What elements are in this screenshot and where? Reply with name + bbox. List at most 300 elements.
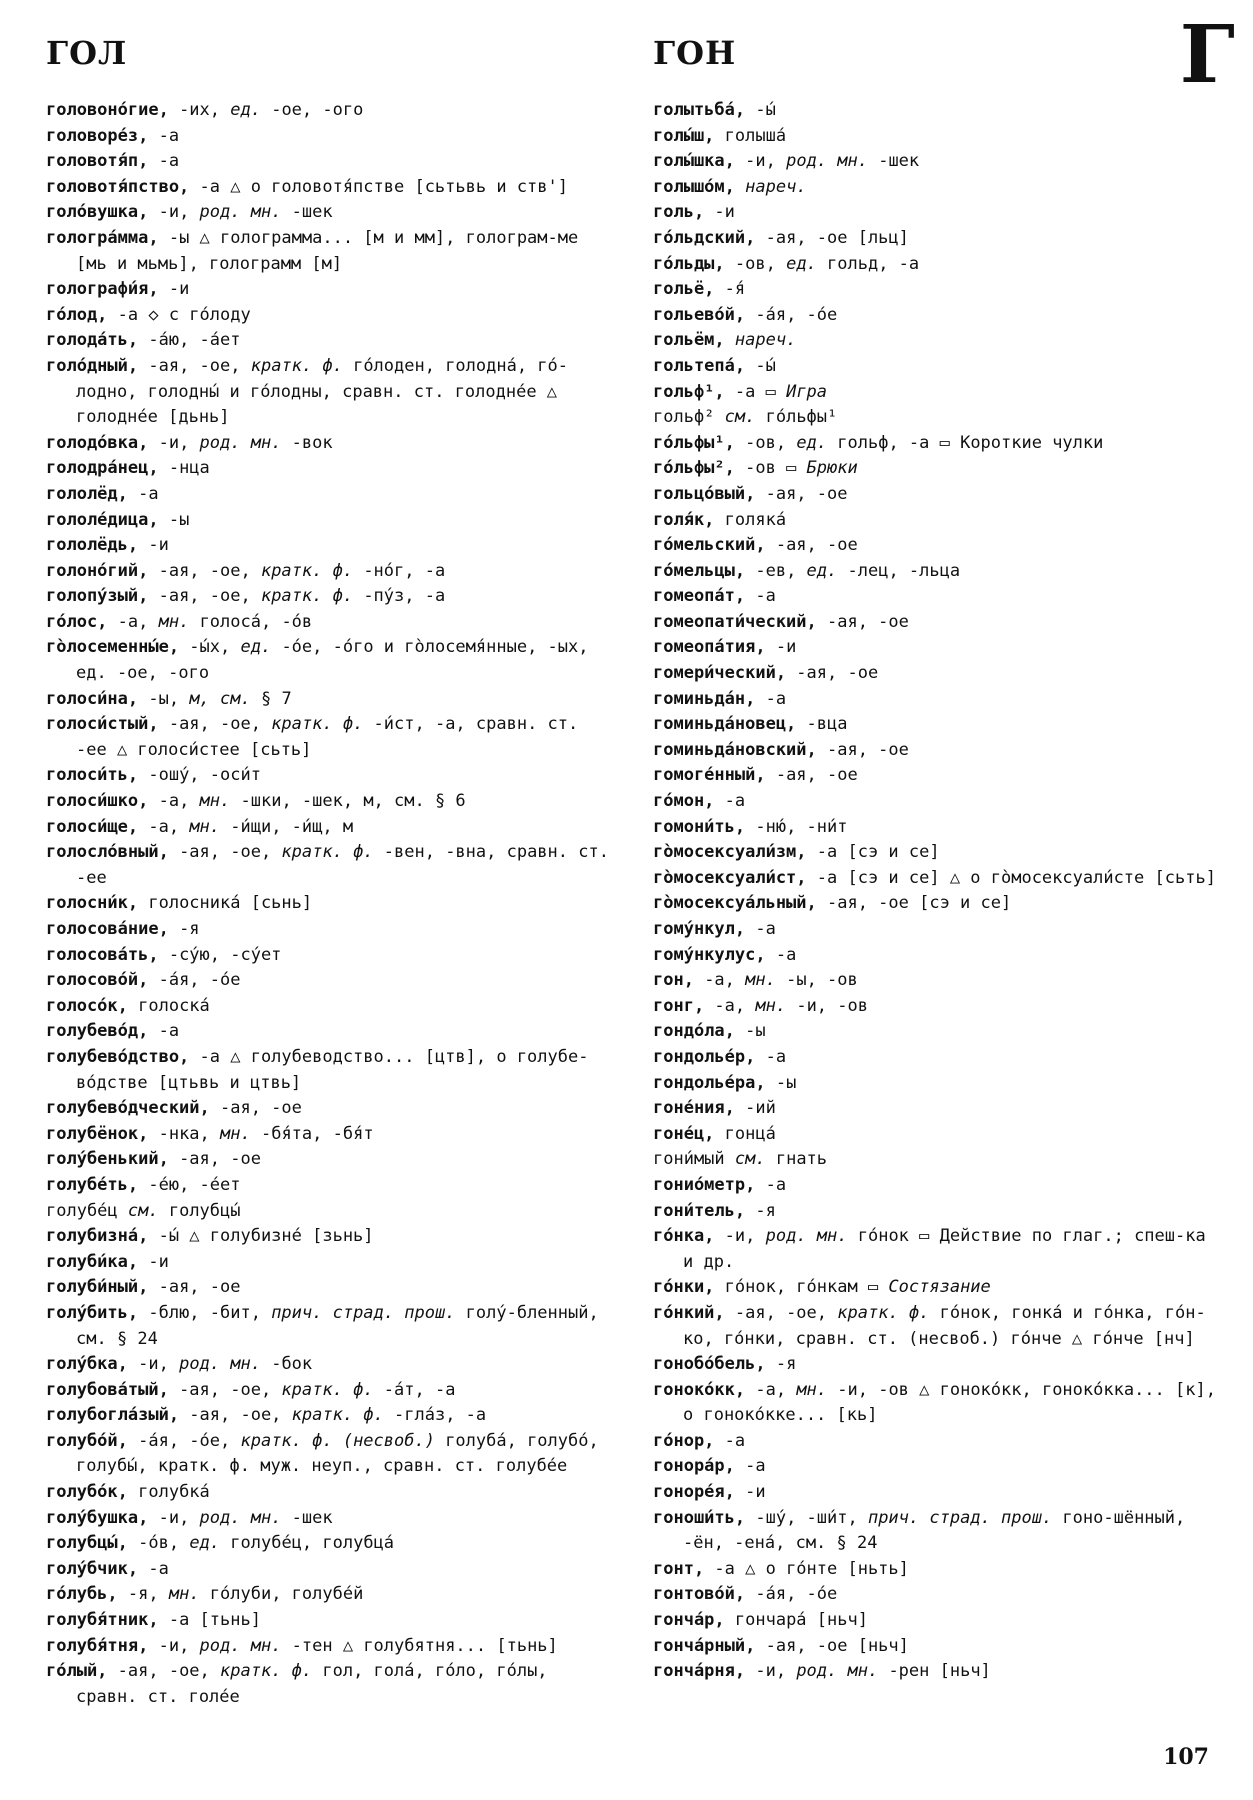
entry-headword: голосова́ть,	[46, 944, 159, 965]
dictionary-entry	[653, 98, 1221, 124]
entry-headword: гологра́мма,	[46, 227, 159, 248]
entry-headword: головоно́гие,	[46, 100, 169, 120]
entry-headword: голышо́м,	[653, 176, 735, 197]
dictionary-entry	[653, 559, 1221, 585]
dictionary-entry	[653, 1454, 1221, 1480]
entry-headword: гольево́й,	[653, 304, 746, 325]
dictionary-entry	[46, 456, 614, 482]
entry-text: -вца	[796, 714, 848, 735]
entry-text: -ая, -ое	[168, 1149, 261, 1170]
entry-text: -ая, -ое,	[179, 1405, 292, 1426]
dictionary-entry	[46, 559, 614, 585]
dictionary-entry	[46, 1634, 614, 1660]
entry-headword: гони́тель,	[653, 1200, 746, 1221]
dictionary-entry	[46, 1224, 614, 1250]
dictionary-entry	[46, 763, 614, 789]
dictionary-entry	[653, 354, 1221, 380]
entry-text: гольф²	[653, 407, 725, 428]
dictionary-entry	[653, 635, 1221, 661]
dictionary-entry	[653, 431, 1221, 457]
entry-grammar-note: Брюки	[806, 458, 858, 479]
dictionary-entry	[46, 328, 614, 354]
entry-headword: гоноши́ть,	[653, 1507, 746, 1528]
entry-text: -ая, -ое [сэ и се]	[816, 893, 1012, 914]
dictionary-entry	[653, 1122, 1221, 1148]
dictionary-entry	[653, 1378, 1221, 1429]
entry-grammar-note: род. мн.	[796, 1661, 879, 1682]
entry-text: -а	[755, 688, 787, 709]
entry-headword: голубя́тня,	[46, 1635, 149, 1656]
entry-text: -а △ голубеводство... [цтв], о голубе-во́дстве [цтьвь и цтвь]	[76, 1046, 589, 1093]
entry-headword: голоси́ще,	[46, 816, 139, 837]
entry-grammar-note: род. мн.	[765, 1226, 848, 1247]
dictionary-entry	[653, 1019, 1221, 1045]
entry-text: -ая, -ое	[786, 663, 879, 684]
entry-text: -и, -ов	[786, 995, 868, 1016]
dictionary-entry	[653, 866, 1221, 892]
dictionary-entry	[653, 200, 1221, 226]
dictionary-entry	[46, 1531, 614, 1557]
entry-headword: го́лубь,	[46, 1584, 118, 1605]
dictionary-entry	[46, 1403, 614, 1429]
entry-text: -ая, -ое,	[168, 842, 282, 863]
dictionary-entry	[46, 124, 614, 150]
entry-headword: гольё,	[653, 279, 715, 300]
entry-text: -а	[755, 1174, 787, 1195]
entry-text: го́нок ▭ Действие по глаг.; спеш-ка и др.	[683, 1226, 1206, 1272]
dictionary-entry	[46, 482, 614, 508]
entry-headword: гольтепа́,	[653, 355, 746, 376]
entry-headword: гому́нкул,	[653, 919, 746, 939]
entry-text: -ы △ голограмма... [м и мм], голограм-ме [мь и мьмь], голограмм [м]	[76, 227, 579, 274]
entry-headword: го́лос,	[46, 611, 108, 632]
dictionary-entry	[46, 687, 614, 713]
dictionary-entry	[653, 149, 1221, 175]
entry-headword: голубизна́,	[46, 1226, 149, 1247]
entry-grammar-note: мн.	[220, 1123, 251, 1144]
entry-headword: голытьба́,	[653, 100, 746, 120]
entry-text: -шек	[867, 151, 920, 172]
entry-text: -шек	[281, 1507, 333, 1528]
entry-grammar-note: ед.	[806, 560, 838, 581]
entry-grammar-note: мн.	[199, 791, 231, 812]
entry-text: -я́	[714, 279, 746, 300]
entry-headword: го́льфы¹,	[653, 432, 735, 453]
entry-headword: гольём,	[653, 330, 725, 351]
entry-headword: гон,	[653, 970, 694, 991]
entry-headword: гольф¹,	[653, 381, 725, 402]
entry-grammar-note: кратк. ф.	[220, 1661, 313, 1682]
entry-headword: го́нкий,	[653, 1302, 725, 1323]
entry-text: -и	[138, 535, 169, 556]
dictionary-entry	[653, 712, 1221, 738]
entry-text: -и	[734, 1482, 766, 1503]
entry-headword: го́нки,	[653, 1277, 715, 1298]
entry-grammar-note: кратк. ф.	[260, 586, 354, 607]
entry-headword: го́нка,	[653, 1226, 715, 1247]
dictionary-entry	[46, 1480, 614, 1506]
dictionary-entry	[653, 1659, 1221, 1685]
dictionary-entry	[46, 917, 614, 943]
entry-headword: голоси́стый,	[46, 714, 159, 735]
entry-text: -а [сэ и се]	[806, 842, 940, 863]
entry-headword: гондо́ла,	[653, 1021, 735, 1042]
entry-text: -ы	[765, 1072, 797, 1093]
entry-text: -рен [ньч]	[878, 1661, 991, 1682]
entry-grammar-note: род. мн.	[199, 202, 282, 223]
dictionary-entry	[46, 1557, 614, 1583]
entry-text: -а ◇ с го́лоду	[107, 304, 251, 325]
dictionary-entry	[653, 1608, 1221, 1634]
entry-text: -ая, -ое [льц]	[755, 227, 909, 248]
entry-headword: гомеопа́т,	[653, 586, 746, 607]
entry-headword: голубево́дческий,	[46, 1098, 210, 1119]
dictionary-entry	[46, 149, 614, 175]
entry-text: -и,	[714, 1226, 766, 1247]
entry-headword: гололёд,	[46, 483, 128, 504]
entry-text: го́нок, го́нкам ▭	[714, 1277, 889, 1298]
entry-text: -и́ст, -а, сравн. ст. -ее △ голоси́стее [сьть]	[76, 714, 579, 760]
entry-text: -ая, -ое,	[107, 1661, 221, 1682]
entry-headword: голоно́гий,	[46, 560, 149, 581]
right-column	[653, 98, 1221, 1685]
entry-text: -а́я, -о́е	[745, 304, 838, 325]
entry-text: -а	[148, 1021, 180, 1042]
dictionary-entry	[46, 1045, 614, 1096]
entry-headword: го́льдский,	[653, 227, 756, 248]
entry-grammar-note: мн.	[189, 816, 221, 837]
entry-headword: голубе́ть,	[46, 1174, 139, 1195]
entry-text: -ая, -ое,	[168, 1379, 282, 1400]
dictionary-entry	[46, 354, 614, 431]
entry-text: -о́е, -о́го и го̀лосемя́нные, -ых, ед. -ое, -ого	[76, 637, 589, 684]
entry-headword: голубёнок,	[46, 1123, 149, 1144]
entry-headword: го̀мосексуали́ст,	[653, 867, 807, 888]
entry-headword: гондолье́р,	[653, 1046, 756, 1067]
entry-grammar-note: кратк. ф. (несвоб.)	[240, 1430, 435, 1451]
dictionary-entry	[46, 1250, 614, 1276]
entry-headword: голосо́к,	[46, 995, 128, 1016]
entry-text: -ы́	[745, 100, 776, 120]
entry-grammar-note: ед.	[230, 100, 261, 120]
dictionary-entry	[653, 610, 1221, 636]
entry-text: -ий	[734, 1098, 776, 1119]
entry-text: -ая, -ое [ньч]	[755, 1635, 909, 1656]
entry-grammar-note: см.	[724, 407, 756, 428]
dictionary-entry	[653, 661, 1221, 687]
dictionary-entry	[46, 431, 614, 457]
entry-text: -ая, -ое	[816, 611, 909, 632]
entry-text: -а	[148, 151, 180, 172]
entry-text: -и	[704, 202, 735, 223]
entry-grammar-note: кратк. ф.	[250, 355, 343, 376]
entry-grammar-note: кратк. ф.	[837, 1302, 930, 1323]
entry-headword: голу́бчик,	[46, 1558, 139, 1579]
dictionary-entry	[46, 1352, 614, 1378]
entry-text: -а	[755, 1046, 787, 1067]
entry-text: -ая, -ое,	[148, 560, 261, 581]
entry-text: -и	[158, 279, 190, 300]
entry-text: -ы, -ов	[775, 970, 858, 991]
dictionary-entry	[46, 815, 614, 841]
entry-text: -бок	[260, 1354, 313, 1375]
entry-grammar-note: см.	[734, 1149, 766, 1170]
entry-text: -и	[765, 637, 797, 658]
entry-text: -ы	[734, 1021, 766, 1042]
entry-text: -ы́	[745, 355, 776, 376]
entry-text: гол, гола́, го́ло, го́лы, сравн. ст. голе́е	[76, 1661, 548, 1707]
dictionary-entry	[653, 584, 1221, 610]
dictionary-entry	[653, 943, 1221, 969]
entry-grammar-note: ед.	[189, 1533, 221, 1554]
dictionary-entry	[653, 1480, 1221, 1506]
entry-text: голубка́	[127, 1482, 210, 1503]
dictionary-entry	[653, 1275, 1221, 1301]
entry-text: -а [сэ и се] △ о го̀мосексуали́сте [сьть]	[806, 867, 1216, 888]
dictionary-entry	[46, 226, 614, 277]
entry-grammar-note: Игра	[786, 381, 828, 402]
dictionary-entry	[653, 1352, 1221, 1378]
entry-headword: голубо́й,	[46, 1430, 128, 1451]
dictionary-entry	[46, 891, 614, 917]
entry-headword: голы́шка,	[653, 151, 735, 172]
entry-text: -и, -ов △ гоноко́кк, гоноко́кка... [к], о гоноко́кке... [кь]	[683, 1379, 1216, 1426]
entry-grammar-note: см.	[127, 1200, 159, 1221]
entry-text: голыша́	[714, 125, 787, 146]
dictionary-entry	[46, 1122, 614, 1148]
entry-text: голосника́ [сьнь]	[138, 893, 313, 914]
entry-grammar-note: кратк. ф.	[281, 1379, 374, 1400]
dictionary-entry	[653, 1096, 1221, 1122]
entry-headword: гомеопати́ческий,	[653, 611, 817, 632]
entry-text: -а́ю, -а́ет	[138, 330, 241, 351]
entry-text: -ев,	[745, 560, 807, 581]
entry-text: -нка,	[148, 1123, 221, 1144]
page-number: 107	[1163, 1744, 1209, 1770]
entry-headword: гондолье́ра,	[653, 1072, 766, 1093]
dictionary-entry	[653, 508, 1221, 534]
dictionary-entry	[653, 1224, 1221, 1275]
entry-text: -о́в,	[127, 1533, 190, 1554]
dictionary-entry	[653, 994, 1221, 1020]
dictionary-entry	[46, 175, 614, 201]
entry-text: -шки, -шек, м, см. § 6	[230, 791, 466, 812]
dictionary-entry	[46, 1275, 614, 1301]
entry-text: -а	[127, 483, 159, 504]
entry-headword: гому́нкулус,	[653, 944, 766, 965]
entry-headword: гольцо́вый,	[653, 483, 756, 504]
entry-grammar-note: род. мн.	[199, 432, 282, 453]
entry-text: -гла́з, -а	[383, 1405, 487, 1426]
entry-headword: го̀лосеменны́е,	[46, 637, 180, 658]
entry-grammar-note: кратк. ф.	[271, 714, 364, 735]
entry-text: -и,	[148, 432, 200, 453]
entry-text: -а́т, -а	[373, 1379, 456, 1400]
dictionary-entry	[653, 1045, 1221, 1071]
entry-headword: гонобо́бель,	[653, 1354, 766, 1375]
dictionary-entry	[653, 1557, 1221, 1583]
entry-headword: гонт,	[653, 1558, 705, 1579]
entry-headword: голубя́тник,	[46, 1610, 159, 1631]
entry-headword: голоси́на,	[46, 688, 139, 709]
dictionary-entry	[46, 200, 614, 226]
dictionary-entry	[46, 1506, 614, 1532]
dictionary-entry	[46, 1173, 614, 1199]
entry-text: -ая, -ое	[816, 739, 909, 760]
entry-text: го́луби, голубе́й	[199, 1584, 364, 1605]
entry-text: голоска́	[127, 995, 210, 1016]
entry-text: -и,	[148, 202, 200, 223]
entry-headword: голопу́зый,	[46, 586, 149, 607]
entry-headword: головоре́з,	[46, 125, 149, 146]
entry-headword: гонг,	[653, 995, 705, 1016]
entry-headword: голу́бенький,	[46, 1149, 169, 1170]
entry-text: голу́-бленный, см. § 24	[76, 1302, 599, 1349]
entry-text: -их,	[168, 100, 231, 120]
entry-grammar-note: кратк. ф.	[260, 560, 354, 581]
entry-headword: голодо́вка,	[46, 432, 149, 453]
dictionary-entry	[653, 917, 1221, 943]
entry-headword: гонора́р,	[653, 1456, 735, 1477]
entry-headword: голу́бушка,	[46, 1507, 149, 1528]
dictionary-entry	[653, 1173, 1221, 1199]
dictionary-entry	[46, 1301, 614, 1352]
entry-text: -а,	[693, 970, 746, 991]
entry-text: -я,	[117, 1584, 169, 1605]
dictionary-entry	[46, 1608, 614, 1634]
entry-text: гольд, -а	[816, 253, 920, 274]
entry-text: -а	[138, 1558, 169, 1579]
entry-headword: голубево́д,	[46, 1021, 149, 1042]
dictionary-entry	[653, 328, 1221, 354]
dictionary-entry	[653, 252, 1221, 278]
entry-headword: голосова́ние,	[46, 919, 169, 939]
entry-headword: голоси́шко,	[46, 791, 149, 812]
dictionary-entry	[46, 1582, 614, 1608]
entry-headword: головотя́пство,	[46, 176, 190, 197]
entry-headword: гомони́ть,	[653, 816, 746, 837]
entry-text	[725, 330, 735, 350]
entry-headword: голубево́дство,	[46, 1046, 190, 1067]
entry-headword: голубо́к,	[46, 1482, 128, 1503]
entry-grammar-note: прич. страд. прош.	[867, 1507, 1053, 1528]
dictionary-entry	[653, 763, 1221, 789]
entry-text: -ы,	[138, 688, 190, 709]
entry-text: -и,	[148, 1635, 200, 1656]
entry-text: -а	[745, 919, 776, 939]
entry-grammar-note: ед.	[240, 637, 272, 658]
entry-headword: голя́к,	[653, 509, 715, 530]
entry-text: -а	[148, 125, 180, 146]
entry-text: голяка́	[714, 509, 787, 530]
entry-text: -но́г, -а	[353, 560, 446, 581]
entry-headword: голоси́ть,	[46, 765, 139, 786]
entry-headword: голосло́вный,	[46, 842, 169, 863]
entry-headword: голы́ш,	[653, 125, 715, 146]
entry-headword: голу́бить,	[46, 1302, 139, 1323]
entry-headword: голода́ть,	[46, 330, 139, 351]
dictionary-entry	[46, 968, 614, 994]
dictionary-entry	[46, 635, 614, 686]
dictionary-entry	[46, 584, 614, 610]
entry-text: го́лоден, голодна́, го́-лодно, голодны́ и го́лодны, сравн. ст. голодне́е △ голодне́е [дьнь]	[76, 355, 569, 428]
entry-text: -вок	[281, 432, 333, 453]
entry-headword: го́льфы²,	[653, 458, 735, 479]
entry-headword: гоне́ц,	[653, 1123, 715, 1144]
entry-grammar-note: нареч.	[745, 176, 807, 197]
entry-headword: голубцы́,	[46, 1533, 128, 1554]
entry-text: голубе́ц	[46, 1200, 128, 1221]
entry-text: -пу́з, -а	[353, 586, 446, 607]
entry-headword: го́нор,	[653, 1430, 715, 1451]
dictionary-entry	[46, 943, 614, 969]
entry-text: -ое, -ого	[260, 100, 364, 120]
left-column	[46, 98, 614, 1710]
dictionary-entry	[46, 277, 614, 303]
dictionary-entry	[653, 1147, 1221, 1173]
entry-headword: го́мон,	[653, 791, 715, 812]
entry-text: -ы́х,	[179, 637, 241, 658]
dictionary-entry	[46, 1019, 614, 1045]
dictionary-entry	[653, 1506, 1221, 1557]
entry-text: -а △ о го́нте [ньть]	[704, 1558, 909, 1579]
entry-grammar-note: ед.	[796, 432, 828, 453]
section-letter: Г	[1179, 7, 1235, 101]
entry-text: -и,	[148, 1507, 200, 1528]
entry-headword: голу́бка,	[46, 1354, 128, 1375]
dictionary-entry	[46, 1378, 614, 1404]
dictionary-entry	[46, 1096, 614, 1122]
entry-grammar-note: род. мн.	[199, 1635, 282, 1656]
entry-text: гольф, -а ▭ Короткие чулки	[827, 432, 1104, 453]
dictionary-entry	[653, 1199, 1221, 1225]
entry-headword: гонтово́й,	[653, 1584, 746, 1605]
dictionary-entry	[653, 1301, 1221, 1352]
entry-text: -и	[138, 1251, 169, 1272]
dictionary-entry	[653, 303, 1221, 329]
entry-grammar-note: нареч.	[734, 330, 797, 351]
entry-text: го́льфы¹	[755, 407, 838, 428]
entry-text: -а,	[704, 995, 756, 1016]
entry-grammar-note: род. мн.	[199, 1507, 282, 1528]
dictionary-entry	[46, 1429, 614, 1480]
entry-text: -а	[745, 586, 776, 607]
dictionary-entry	[46, 840, 614, 891]
entry-text: -а,	[107, 611, 159, 632]
entry-headword: гоминьда́новец,	[653, 714, 797, 735]
entry-text: -лец, -льца	[837, 560, 961, 581]
entry-text: -а́я, -о́е	[745, 1584, 838, 1605]
entry-headword: гонча́рный,	[653, 1635, 756, 1656]
entry-headword: голографи́я,	[46, 279, 159, 300]
entry-grammar-note: кратк. ф.	[291, 1405, 384, 1426]
dictionary-entry	[653, 815, 1221, 841]
entry-grammar-note: мн.	[796, 1379, 828, 1400]
entry-headword: голубова́тый,	[46, 1379, 169, 1400]
entry-text: -ая, -ое	[755, 483, 848, 504]
entry-headword: гоминьда́н,	[653, 688, 756, 709]
entry-grammar-note: род. мн.	[786, 151, 868, 172]
entry-headword: гоне́ния,	[653, 1098, 735, 1119]
running-head-right: ГОН	[653, 34, 737, 72]
entry-text: -ов,	[724, 253, 787, 274]
entry-headword: головотя́п,	[46, 151, 149, 172]
entry-text: -шек	[281, 202, 333, 223]
entry-text: -ов ▭	[734, 458, 807, 479]
entry-grammar-note: м, см.	[189, 688, 251, 709]
entry-headword: гололёдь,	[46, 535, 139, 556]
entry-text: гончара́ [ньч]	[724, 1610, 868, 1631]
